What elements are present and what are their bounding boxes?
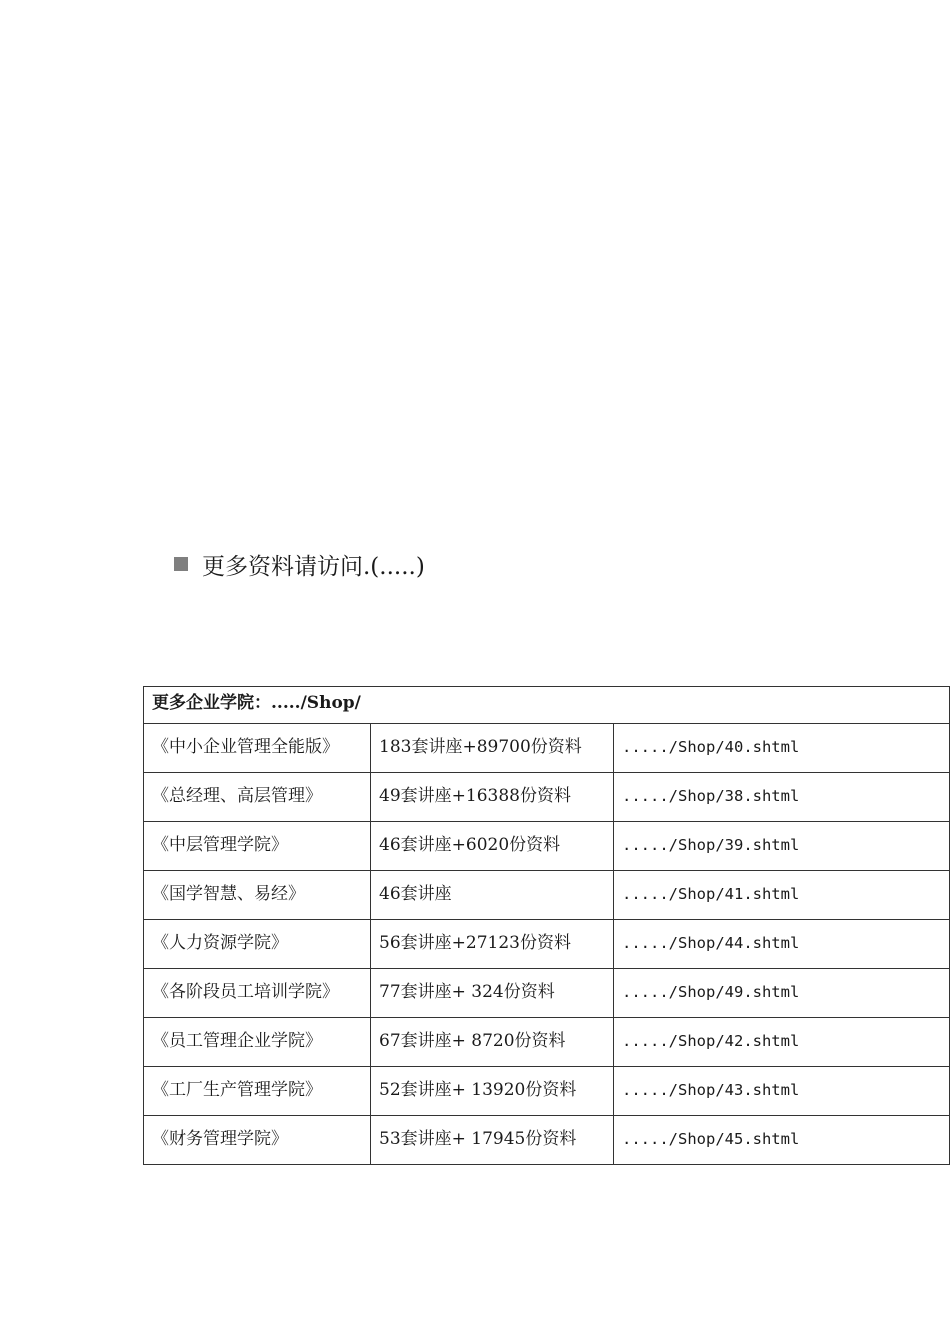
table-row [144,920,950,969]
course-url-cell[interactable]: ...../Shop/38.shtml [614,773,950,822]
bullet-text: 更多资料请访问.(.....) [202,553,425,580]
table-row [144,1116,950,1165]
course-content-cell: 183套讲座+89700份资料 [371,724,614,773]
course-url-cell[interactable]: ...../Shop/40.shtml [614,724,950,773]
course-content-cell: 46套讲座+6020份资料 [371,822,614,871]
course-content-cell: 52套讲座+ 13920份资料 [371,1067,614,1116]
course-url-cell[interactable]: ...../Shop/49.shtml [614,969,950,1018]
course-name-cell: 《人力资源学院》 [144,920,371,969]
table-row [144,773,950,822]
table-header-row [144,687,950,724]
course-url-cell[interactable]: ...../Shop/45.shtml [614,1116,950,1165]
course-content-cell: 46套讲座 [371,871,614,920]
course-name-cell: 《中层管理学院》 [144,822,371,871]
course-name-cell: 《中小企业管理全能版》 [144,724,371,773]
course-name-cell: 《总经理、高层管理》 [144,773,371,822]
course-content-cell: 67套讲座+ 8720份资料 [371,1018,614,1067]
course-url-cell[interactable]: ...../Shop/41.shtml [614,871,950,920]
table-row [144,969,950,1018]
shop-table [143,686,950,1165]
course-name-cell: 《各阶段员工培训学院》 [144,969,371,1018]
course-content-cell: 53套讲座+ 17945份资料 [371,1116,614,1165]
course-url-cell[interactable]: ...../Shop/39.shtml [614,822,950,871]
course-url-cell[interactable]: ...../Shop/42.shtml [614,1018,950,1067]
bullet-line [174,548,425,580]
course-content-cell: 49套讲座+16388份资料 [371,773,614,822]
course-content-cell: 77套讲座+ 324份资料 [371,969,614,1018]
course-content-cell: 56套讲座+27123份资料 [371,920,614,969]
course-name-cell: 《国学智慧、易经》 [144,871,371,920]
table-row [144,1018,950,1067]
table-row [144,1067,950,1116]
course-name-cell: 《工厂生产管理学院》 [144,1067,371,1116]
table-row [144,871,950,920]
table-header-cell: 更多企业学院：...../Shop/ [144,687,950,724]
course-name-cell: 《财务管理学院》 [144,1116,371,1165]
course-url-cell[interactable]: ...../Shop/43.shtml [614,1067,950,1116]
square-bullet-icon [174,557,188,571]
course-url-cell[interactable]: ...../Shop/44.shtml [614,920,950,969]
table-row [144,724,950,773]
table-row [144,822,950,871]
course-name-cell: 《员工管理企业学院》 [144,1018,371,1067]
